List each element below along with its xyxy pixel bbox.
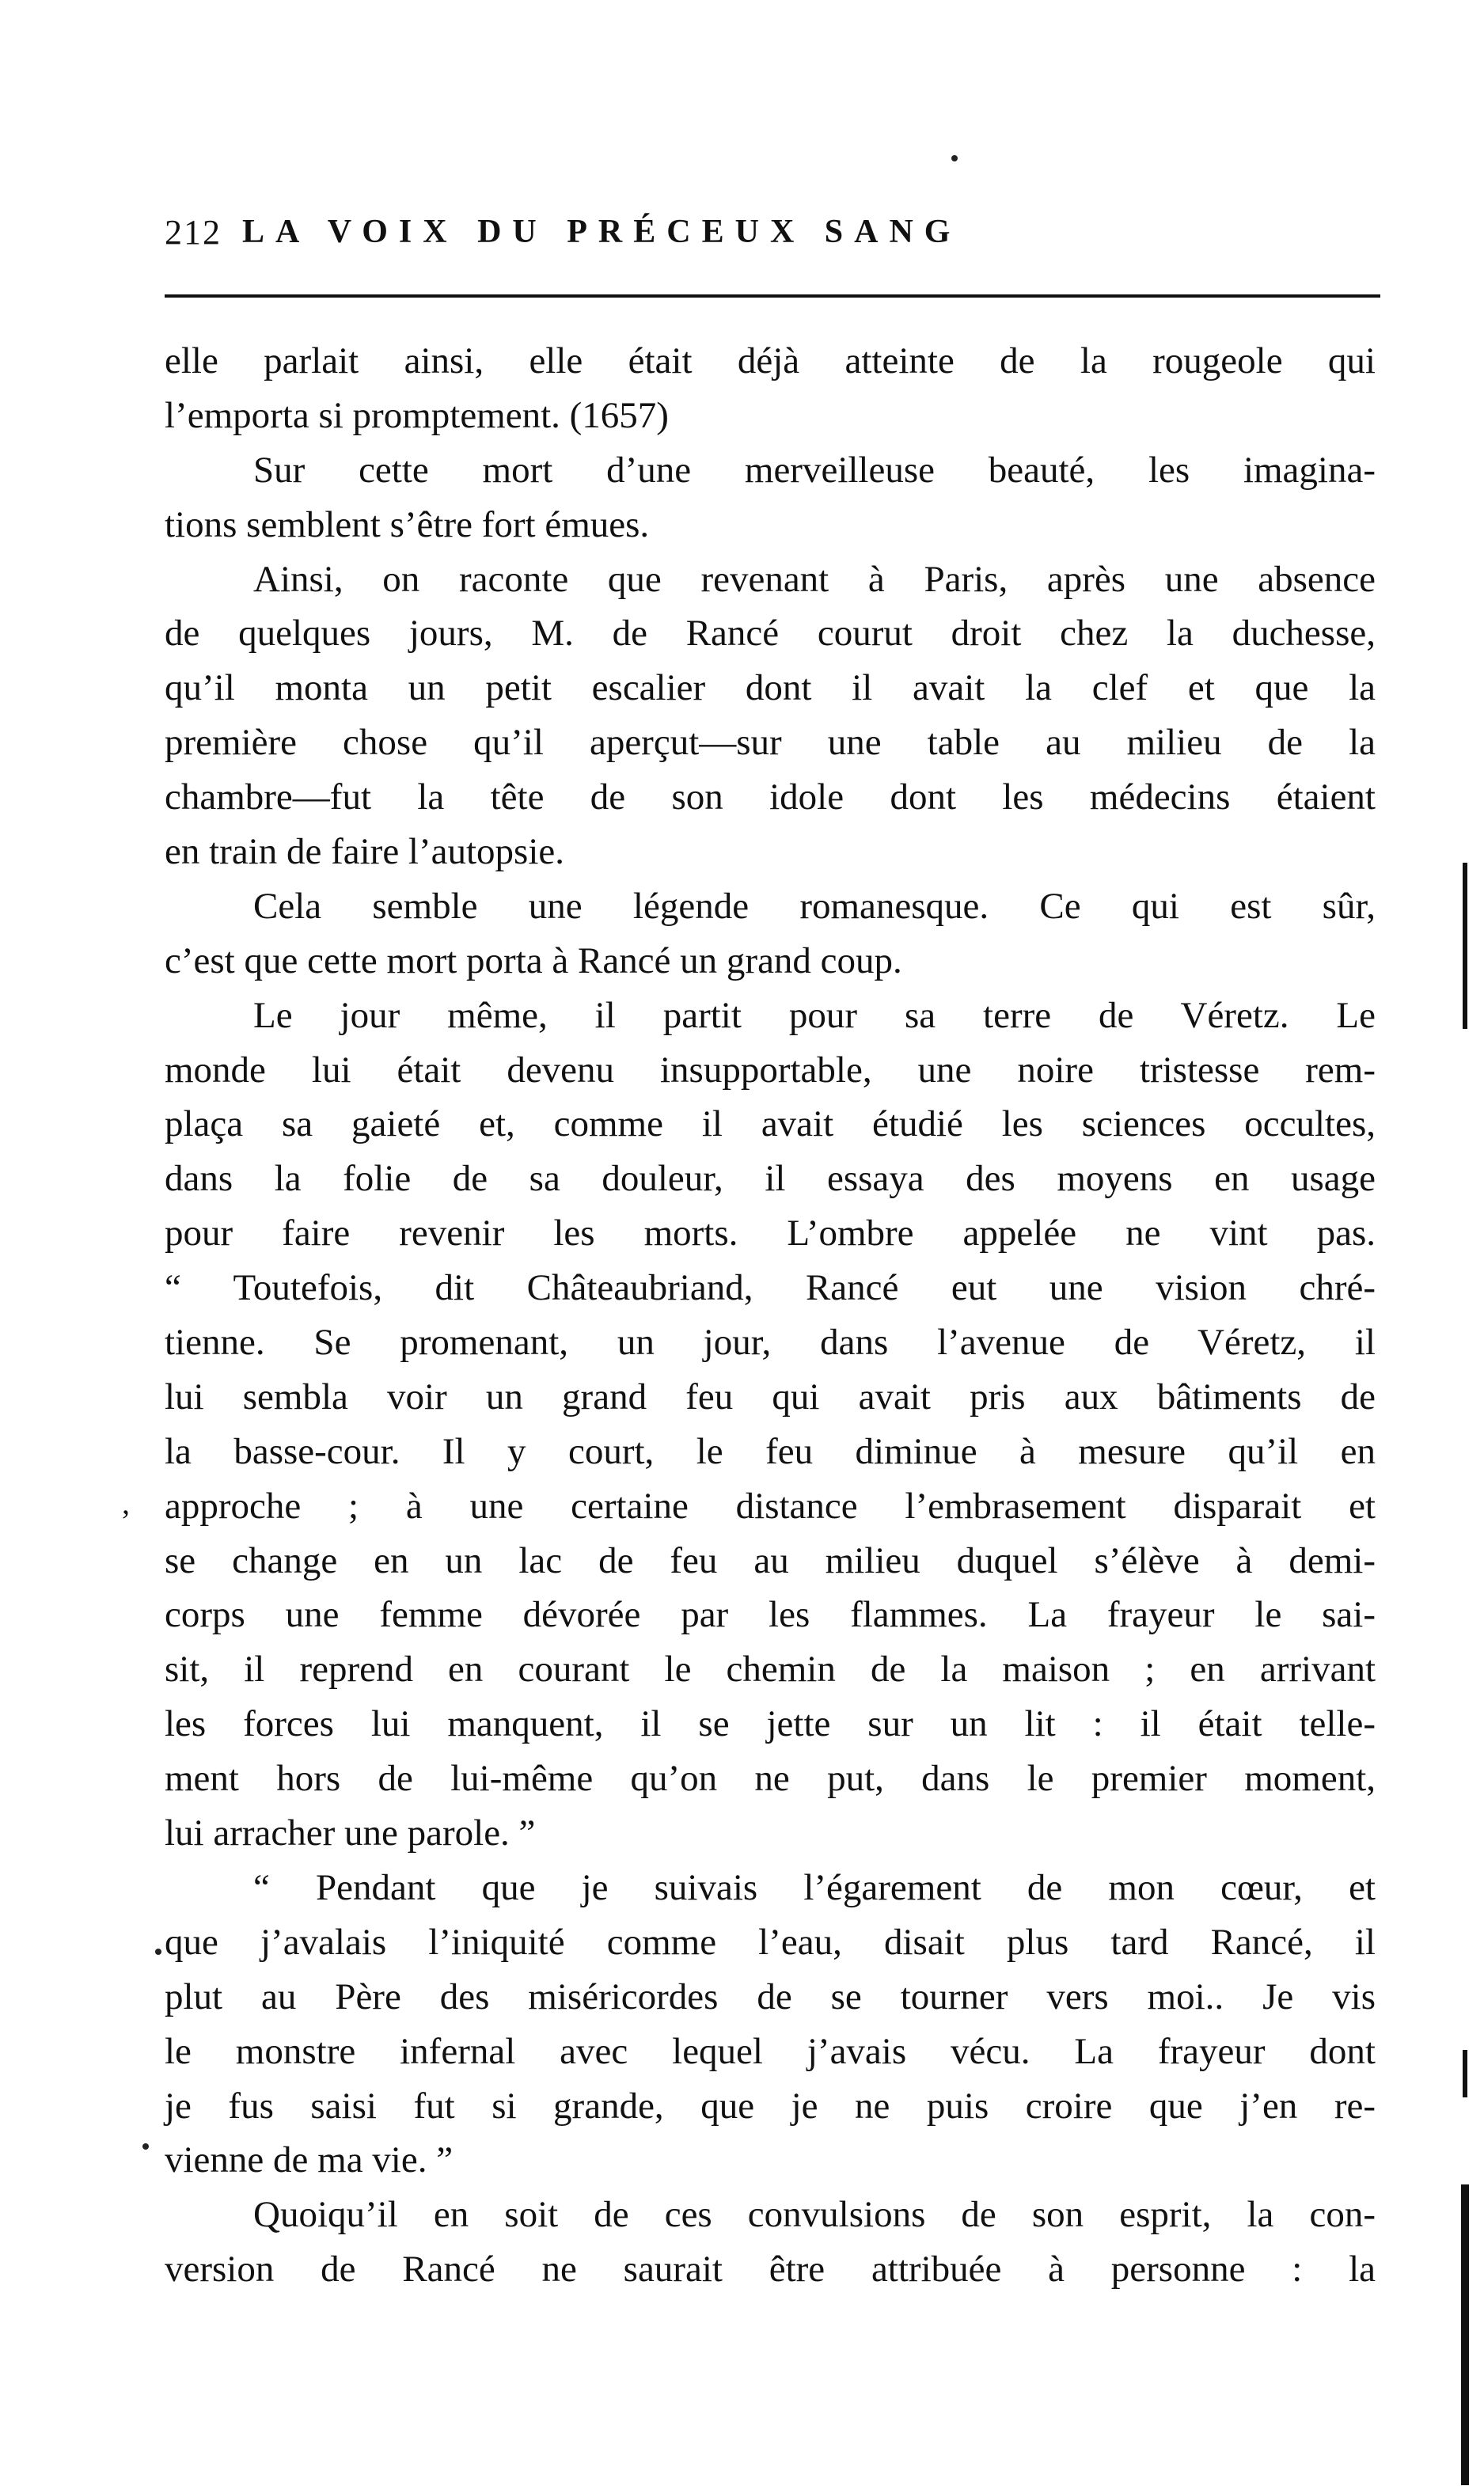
text-line: lui sembla voir un grand feu qui avait pris aux bâtiments de — [165, 1376, 1376, 1418]
text-line: dans la folie de sa douleur, il essaya des moyens en usage — [165, 1158, 1376, 1200]
text-line: “ Pendant que je suivais l’égarement de mon cœur, et — [253, 1866, 1376, 1908]
text-line: qu’il monta un petit escalier dont il avait la clef et que la — [165, 667, 1376, 709]
text-line: version de Rancé ne saurait être attribuée à personne : la — [165, 2249, 1376, 2291]
text-line: première chose qu’il aperçut—sur une table au milieu de la — [165, 722, 1376, 764]
page-edge-shadow — [1461, 2184, 1469, 2485]
text-line: “ Toutefois, dit Châteaubriand, Rancé eut une vision chré- — [165, 1267, 1376, 1309]
text-line: pour faire revenir les morts. L’ombre appelée ne vint pas. — [165, 1213, 1376, 1254]
text-line: corps une femme dévorée par les flammes. La frayeur le sai- — [165, 1594, 1376, 1636]
text-line: Le jour même, il partit pour sa terre de Véretz. Le — [253, 994, 1376, 1036]
text-line: approche ; à une certaine distance l’embrasement disparait et — [165, 1485, 1376, 1527]
text-line: monde lui était devenu insupportable, une noire tristesse rem- — [165, 1049, 1376, 1091]
text-line: c’est que cette mort porta à Rancé un grand coup. — [165, 939, 902, 981]
text-line: Sur cette mort d’une merveilleuse beauté, les imagina- — [253, 449, 1376, 491]
text-line: les forces lui manquent, il se jette sur un lit : il était telle- — [165, 1703, 1376, 1745]
margin-mark: ’ — [120, 1503, 131, 1539]
text-line: en train de faire l’autopsie. — [165, 831, 565, 873]
running-head — [165, 204, 1380, 260]
text-line: le monstre infernal avec lequel j’avais vécu. La frayeur dont — [165, 2030, 1376, 2072]
text-line: lui arracher une parole. ” — [165, 1812, 536, 1854]
text-line: je fus saisi fut si grande, que je ne puis croire que j’en re- — [165, 2085, 1376, 2127]
text-line: sit, il reprend en courant le chemin de la maison ; en arrivant — [165, 1649, 1376, 1691]
ink-spot — [951, 155, 958, 161]
page-edge-shadow — [1463, 2050, 1467, 2097]
text-line: l’emporta si promptement. (1657) — [165, 394, 669, 436]
text-line: elle parlait ainsi, elle était déjà atteinte de la rougeole qui — [165, 340, 1376, 381]
text-line: que j’avalais l’iniquité comme l’eau, disait plus tard Rancé, il — [165, 1921, 1376, 1963]
text-line: la basse-cour. Il y court, le feu diminue à mesure qu’il en — [165, 1430, 1376, 1472]
running-title: LA VOIX DU PRÉCEUX SANG — [242, 214, 962, 250]
text-line: chambre—fut la tête de son idole dont les médecins étaient — [165, 776, 1376, 818]
text-line: vienne de ma vie. ” — [165, 2139, 454, 2181]
text-line: tions semblent s’être fort émues. — [165, 503, 650, 545]
text-line: de quelques jours, M. de Rancé courut droit chez la duchesse, — [165, 613, 1376, 655]
text-line: Cela semble une légende romanesque. Ce qui est sûr, — [253, 885, 1376, 927]
text-line: plut au Père des miséricordes de se tourner vers moi.. Je vis — [165, 1976, 1376, 2017]
text-line: Ainsi, on raconte que revenant à Paris, après une absence — [253, 558, 1376, 600]
text-line: plaça sa gaieté et, comme il avait étudié les sciences occultes, — [165, 1103, 1376, 1145]
page-number: 212 — [165, 212, 222, 252]
ink-spot — [155, 1949, 161, 1955]
text-line: Quoiqu’il en soit de ces convulsions de son esprit, la con- — [253, 2194, 1376, 2236]
ink-spot — [142, 2143, 149, 2150]
text-line: tienne. Se promenant, un jour, dans l’avenue de Véretz, il — [165, 1322, 1376, 1364]
body-text — [165, 334, 1376, 2297]
text-line: se change en un lac de feu au milieu duquel s’élève à demi- — [165, 1539, 1376, 1581]
text-line: ment hors de lui-même qu’on ne put, dans le premier moment, — [165, 1758, 1376, 1800]
header-rule — [165, 294, 1380, 298]
page-edge-shadow — [1463, 863, 1467, 1029]
